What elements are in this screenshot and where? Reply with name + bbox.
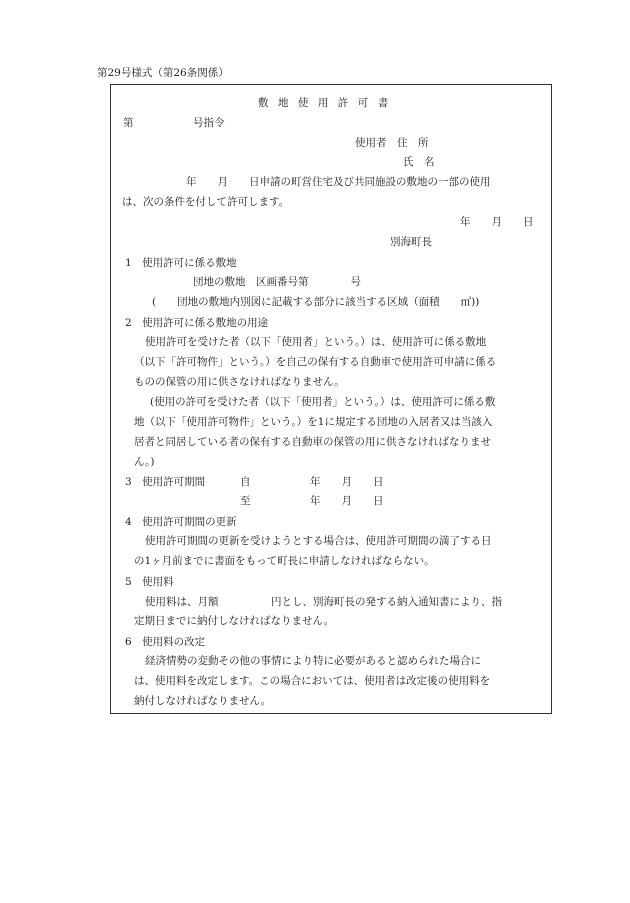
issuer: 別海町長 — [390, 236, 432, 248]
section-5-line-2: 定期日までに納付しなければなりません。 — [134, 615, 335, 627]
section-2-para-2-line-4: ん。) — [134, 456, 155, 468]
applicant-name-label: 氏 名 — [403, 156, 435, 168]
intro-line-2: は、次の条件を付して許可します。 — [122, 196, 290, 208]
period-to-label: 至 — [240, 495, 251, 507]
section-2-para-1-line-2: （以下「許可物件」という。）を自己の保有する自動車で使用許可申請に係る — [134, 356, 497, 368]
section-6-line-1: 経済情勢の変動その他の事情により特に必要があると認められた場合に — [145, 655, 481, 667]
section-4-heading: 4 使用許可期間の更新 — [125, 516, 237, 528]
section-6-line-3: 納付しなければなりません。 — [134, 695, 272, 707]
section-2-para-2-line-1: (使用の許可を受けた者（以下「使用者」という。）は、使用許可に係る敷 — [150, 396, 496, 408]
number-prefix: 第 — [123, 117, 134, 129]
section-6-heading: 6 使用料の改定 — [125, 636, 206, 648]
section-5-line-1: 使用料は、月額 円とし、別海町長の発する納入通知書により、指 — [145, 596, 502, 608]
section-2-para-2-line-2: 地（以下「使用許可物件」という。）を1に規定する団地の入居者又は当該入 — [134, 416, 493, 428]
form-label: 第29号様式（第26条関係） — [97, 67, 229, 79]
period-from-date: 年 月 日 — [310, 476, 384, 488]
intro-line-1: 年 月 日申請の町営住宅及び共同施設の敷地の一部の使用 — [186, 176, 491, 188]
document-title: 敷地使用許可書 — [258, 97, 398, 109]
section-1-line-1: 団地の敷地 区画番号第 号 — [193, 276, 361, 288]
applicant-address-label: 使用者 住 所 — [355, 137, 429, 149]
section-2-para-1-line-1: 使用許可を受けた者（以下「使用者」という。）は、使用許可に係る敷地 — [145, 336, 487, 348]
section-2-para-2-line-3: 居者と同居している者の保有する自動車の保管の用に供さなければなりませ — [134, 436, 491, 448]
section-4-line-2: の1ヶ月前までに書面をもって町長に申請しなければならない。 — [134, 555, 435, 567]
issue-date: 年 月 日 — [460, 216, 534, 228]
section-1-heading: 1 使用許可に係る敷地 — [125, 257, 237, 269]
period-from-label: 自 — [240, 476, 251, 488]
period-to-date: 年 月 日 — [310, 495, 384, 507]
section-5-heading: 5 使用料 — [125, 576, 174, 588]
section-1-line-2: ( 団地の敷地内別図に記載する部分に該当する区域（面積 ㎡)) — [152, 296, 480, 308]
section-3-heading: 3 使用許可期間 — [125, 476, 206, 488]
number-suffix: 号指令 — [193, 117, 225, 129]
section-6-line-2: は、使用料を改定します。この場合においては、使用者は改定後の使用料を — [134, 675, 491, 687]
section-2-heading: 2 使用許可に係る敷地の用途 — [125, 317, 269, 329]
section-4-line-1: 使用許可期間の更新を受けようとする場合は、使用許可期間の満了する日 — [145, 535, 492, 547]
section-2-para-1-line-3: ものの保管の用に供さなければなりません。 — [134, 376, 345, 388]
